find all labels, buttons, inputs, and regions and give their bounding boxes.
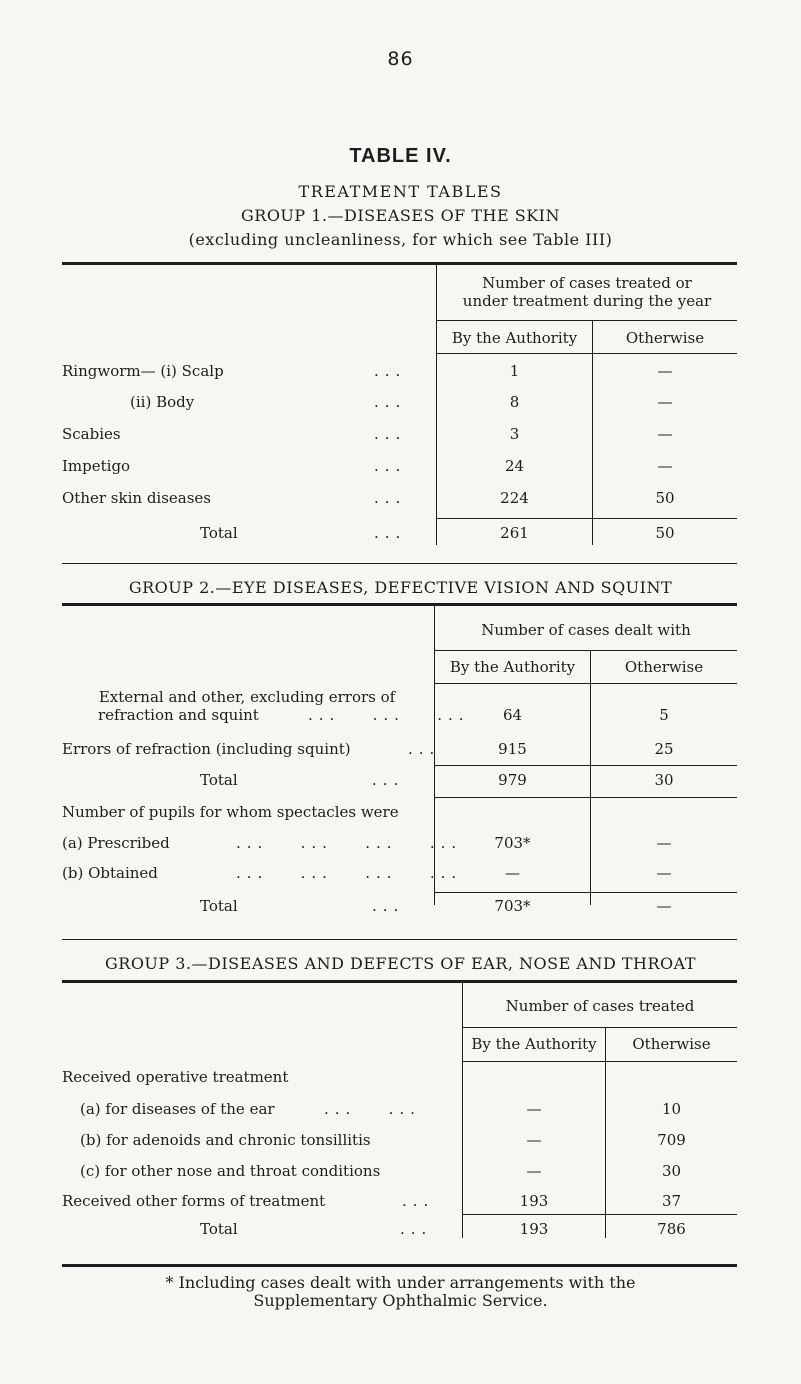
table-cell: — bbox=[505, 864, 520, 882]
group3-title: GROUP 3.—DISEASES AND DEFECTS OF EAR, NOSE AND THROAT bbox=[104, 954, 696, 973]
group3-header: Number of cases treated bbox=[505, 997, 695, 1015]
table-row-label: Impetigo ... bbox=[62, 457, 407, 475]
group2-top-rule bbox=[62, 603, 737, 606]
table-row-label: (a) Prescribed ... ... ... ... bbox=[62, 834, 463, 852]
total-cell: 193 bbox=[519, 1220, 549, 1238]
table-cell: 64 bbox=[502, 706, 523, 724]
group1-subtitle: (excluding uncleanliness, for which see Table III) bbox=[188, 230, 613, 249]
group2-title: GROUP 2.—EYE DISEASES, DEFECTIVE VISION AND SQUINT bbox=[128, 578, 673, 597]
table-row-label: Scabies ... bbox=[62, 425, 407, 443]
table-cell: — bbox=[657, 457, 673, 475]
table-cell: 709 bbox=[657, 1131, 686, 1149]
group1-col-authority: By the Authority bbox=[451, 329, 578, 347]
group2-total2-rule bbox=[435, 892, 737, 893]
table-row-label: Errors of refraction (including squint) ... bbox=[62, 740, 441, 758]
table-cell: 8 bbox=[509, 393, 520, 411]
group1-header-line1: Number of cases treated or bbox=[482, 274, 692, 292]
total-cell: 786 bbox=[657, 1220, 686, 1238]
group3-col-otherwise: Otherwise bbox=[632, 1035, 711, 1053]
group2-colhead-rule bbox=[435, 683, 737, 684]
table-cell: 10 bbox=[661, 1100, 682, 1118]
operative-heading: Received operative treatment bbox=[62, 1068, 289, 1086]
table-row-label: (b) for adenoids and chronic tonsillitis bbox=[80, 1131, 371, 1149]
table-cell: — bbox=[526, 1131, 542, 1149]
group1-header-line2: under treatment during the year bbox=[462, 292, 712, 310]
group2-header: Number of cases dealt with bbox=[481, 621, 691, 639]
total-cell: 979 bbox=[498, 771, 527, 789]
group2-bottom-rule bbox=[62, 939, 737, 940]
total-label: Total ... bbox=[200, 524, 407, 542]
table-row-label: Other skin diseases ... bbox=[62, 489, 407, 507]
group3-colhead-rule bbox=[463, 1061, 737, 1062]
table-row-label: (c) for other nose and throat conditions bbox=[80, 1162, 381, 1180]
table-cell: — bbox=[526, 1162, 542, 1180]
group2-header-rule bbox=[435, 650, 737, 651]
total-cell: 261 bbox=[500, 524, 529, 542]
table-cell: — bbox=[656, 834, 672, 852]
group1-col-otherwise: Otherwise bbox=[625, 329, 705, 347]
total-label: Total ... bbox=[200, 771, 405, 789]
table-cell: 224 bbox=[500, 489, 529, 507]
group3-header-rule bbox=[463, 1027, 737, 1028]
table-cell: — bbox=[657, 425, 673, 443]
table-title: TABLE IV. bbox=[349, 145, 452, 167]
table-cell: 24 bbox=[504, 457, 525, 475]
total-cell: 50 bbox=[655, 524, 675, 542]
table-cell: 193 bbox=[519, 1192, 549, 1210]
total-cell: — bbox=[656, 897, 672, 915]
table-cell: 703* bbox=[494, 834, 531, 852]
table-cell: — bbox=[656, 864, 672, 882]
group1-header-rule bbox=[437, 320, 737, 321]
group2-col-authority: By the Authority bbox=[449, 658, 576, 676]
table-cell: 50 bbox=[655, 489, 675, 507]
group2-total1-bottom-rule bbox=[435, 797, 737, 798]
table-row-label: (b) Obtained ... ... ... ... bbox=[62, 864, 463, 882]
group3-col-authority: By the Authority bbox=[471, 1035, 597, 1053]
group3-bottom-rule bbox=[62, 1264, 737, 1267]
group1-bottom-rule bbox=[62, 563, 737, 564]
group2-total1-rule bbox=[435, 765, 737, 766]
table-cell: 915 bbox=[498, 740, 527, 758]
page-number: 86 bbox=[387, 48, 414, 70]
table-row-label: Received other forms of treatment ... bbox=[62, 1192, 435, 1210]
table-cell: 5 bbox=[659, 706, 669, 724]
table-row-label: (ii) Body ... bbox=[130, 393, 407, 411]
table-row-label: External and other, excluding errors of bbox=[98, 688, 396, 706]
group3-total-rule bbox=[463, 1214, 737, 1215]
table-cell: — bbox=[657, 393, 673, 411]
section-title: TREATMENT TABLES bbox=[298, 182, 503, 201]
footnote-line2: Supplementary Ophthalmic Service. bbox=[253, 1291, 548, 1310]
table-row-label: Ringworm— (i) Scalp ... bbox=[62, 362, 407, 380]
table-cell: — bbox=[526, 1100, 542, 1118]
table-cell: 37 bbox=[661, 1192, 682, 1210]
table-row-label: refraction and squint ... ... ... bbox=[98, 706, 470, 724]
table-row-label: (a) for diseases of the ear ... ... bbox=[80, 1100, 421, 1118]
footnote-line1: * Including cases dealt with under arrangements with the bbox=[165, 1273, 636, 1292]
group1-total-rule bbox=[437, 518, 737, 519]
group3-top-rule bbox=[62, 980, 737, 983]
spectacles-heading: Number of pupils for whom spectacles were bbox=[62, 803, 399, 821]
group1-title: GROUP 1.—DISEASES OF THE SKIN bbox=[240, 206, 560, 225]
total-label: Total ... bbox=[200, 1220, 433, 1238]
total-cell: 703* bbox=[494, 897, 531, 915]
group1-top-rule bbox=[62, 262, 737, 265]
table-cell: 25 bbox=[654, 740, 674, 758]
table-cell: 30 bbox=[661, 1162, 682, 1180]
group1-colhead-rule bbox=[437, 353, 737, 354]
table-cell: 3 bbox=[509, 425, 520, 443]
table-cell: — bbox=[657, 362, 673, 380]
group2-col-otherwise: Otherwise bbox=[624, 658, 704, 676]
total-cell: 30 bbox=[654, 771, 674, 789]
table-cell: 1 bbox=[509, 362, 520, 380]
total-label: Total ... bbox=[200, 897, 405, 915]
